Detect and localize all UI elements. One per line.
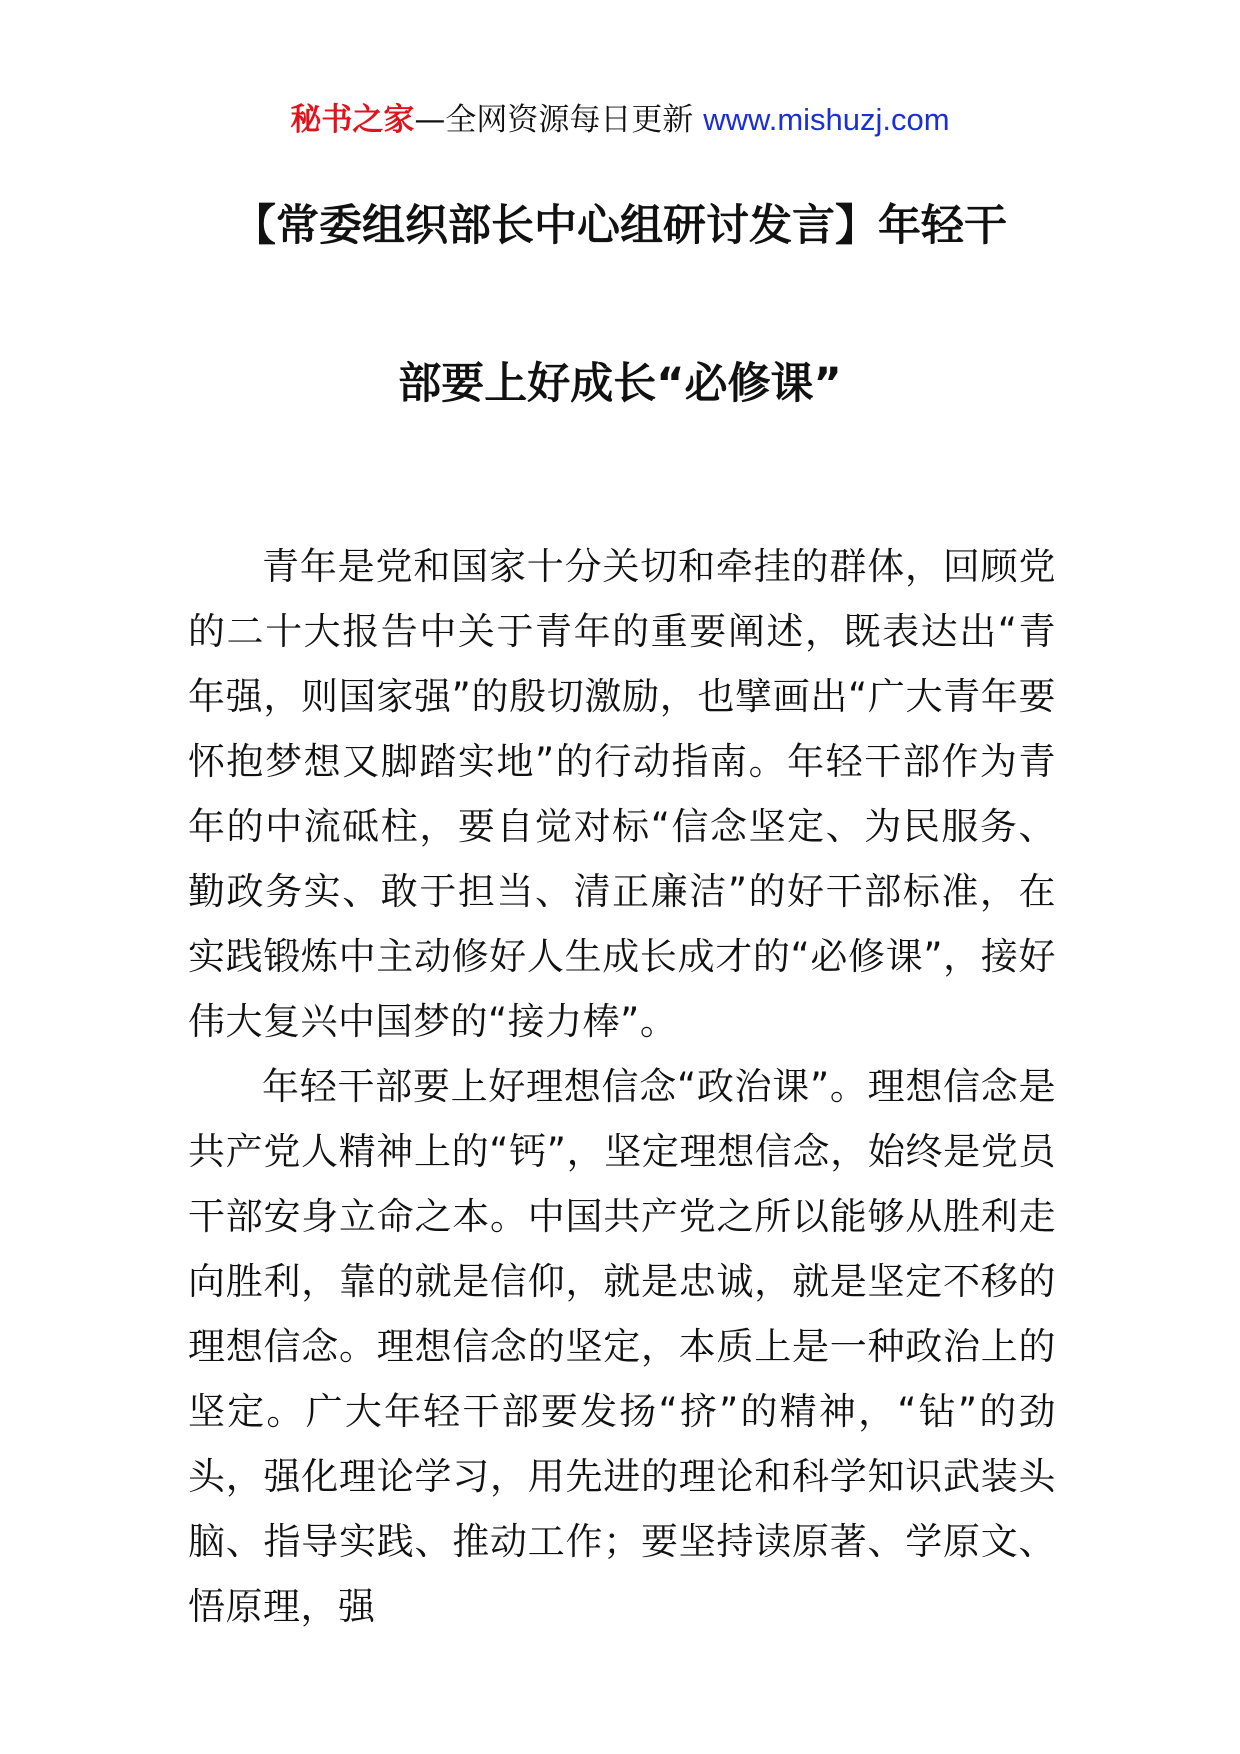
site-tagline: —全网资源每日更新 (414, 102, 704, 138)
site-url-link[interactable]: www.mishuzj.com (703, 102, 950, 137)
body-paragraph: 青年是党和国家十分关切和牵挂的群体，回顾党的二十大报告中关于青年的重要阐述，既表达出“青年强，则国家强”的殷切激励，也擘画出“广大青年要怀抱梦想又脚踏实地”的行动指南。年轻干部作为青年的中流砥柱，要自觉对标“信念坚定、为民服务、勤政务实、敢于担当、清正廉洁”的好干部标准，在实践锻炼中主动修好人生成长成才的“必修课”，接好伟大复兴中国梦的“接力棒”。 (188, 545, 1056, 1043)
site-header (0, 100, 1240, 140)
body-paragraph: 年轻干部要上好理想信念“政治课”。理想信念是共产党人精神上的“钙”，坚定理想信念，始终是党员干部安身立命之本。中国共产党之所以能够从胜利走向胜利，靠的就是信仰，就是忠诚，就是坚定不移的理想信念。理想信念的坚定，本质上是一种政治上的坚定。广大年轻干部要发扬“挤”的精神，“钻”的劲头，强化理论学习，用先进的理论和科学知识武装头脑、指导实践、推动工作；要坚持读原著、学原文、悟原理，强 (188, 1065, 1056, 1628)
site-brand: 秘书之家 (290, 102, 415, 138)
document-title-line-2: 部要上好成长“必修课” (398, 359, 842, 409)
document-title-line-1: 【常委组织部长中心组研讨发言】年轻干 (233, 201, 1007, 251)
document-body (188, 534, 1056, 1639)
